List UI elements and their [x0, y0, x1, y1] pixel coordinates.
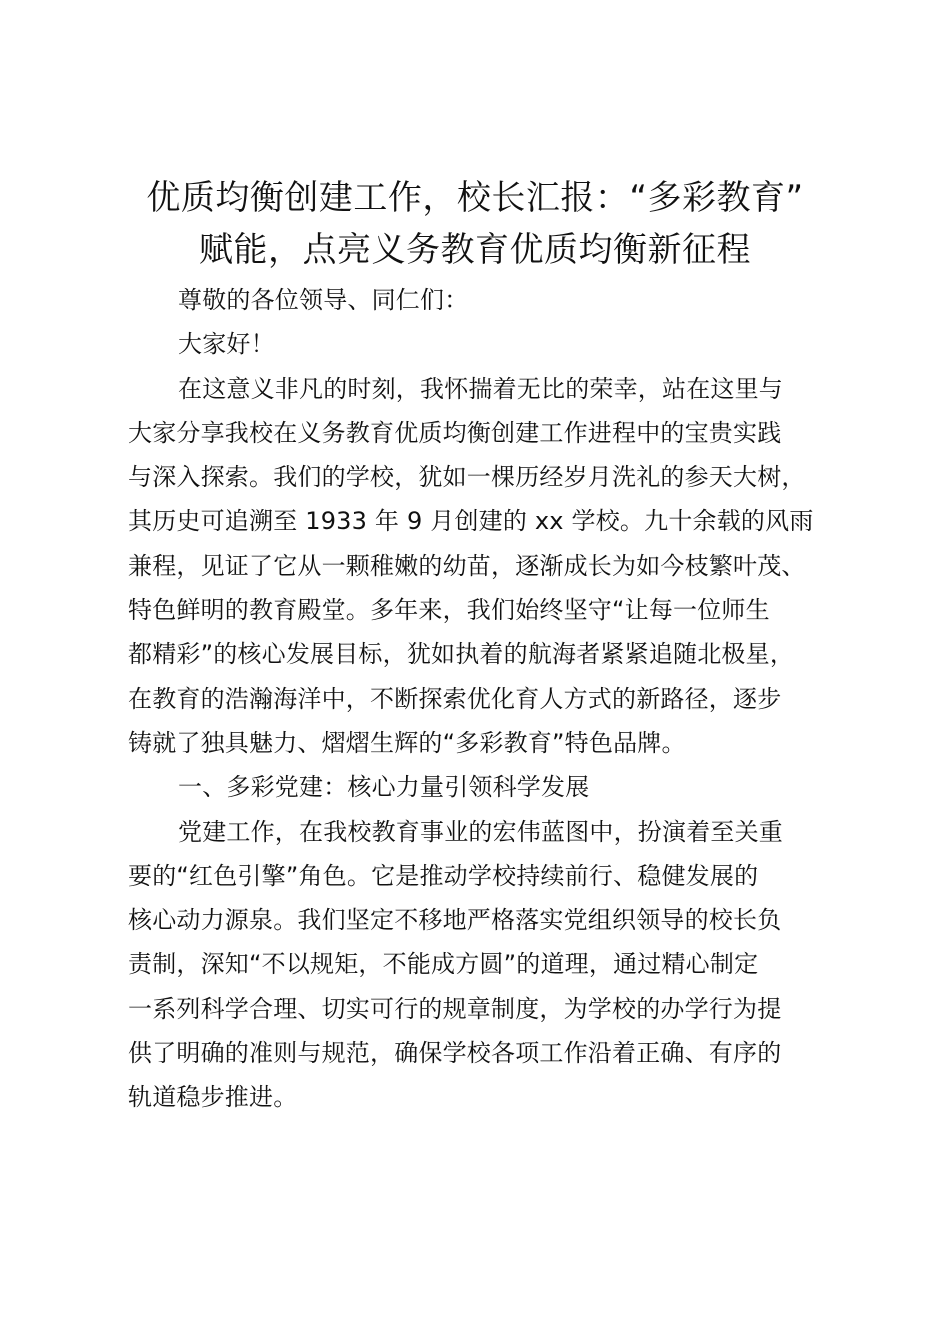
paragraph-1-line-8: 在教育的浩瀚海洋中，不断探索优化育人方式的新路径，逐步	[128, 684, 782, 713]
paragraph-2-line-4: 责制，深知“不以规矩，不能成方圆”的道理，通过精心制定	[128, 950, 759, 979]
paragraph-1-line-5: 兼程，见证了它从一颗稚嫩的幼苗，逐渐成长为如今枝繁叶茂、	[128, 551, 806, 580]
title-line-1: 优质均衡创建工作，校长汇报：“多彩教育”	[146, 178, 804, 218]
salutation: 尊敬的各位领导、同仁们：	[178, 286, 469, 314]
title-line-2: 赋能，点亮义务教育优质均衡新征程	[199, 230, 751, 270]
document-body	[128, 278, 836, 1120]
section-heading-1: 一、多彩党建：核心力量引领科学发展	[178, 773, 590, 802]
paragraph-1-line-7: 都精彩”的核心发展目标，犹如执着的航海者紧紧追随北极星，	[128, 640, 795, 669]
paragraph-2-line-6: 供了明确的准则与规范，确保学校各项工作沿着正确、有序的	[128, 1039, 782, 1068]
paragraph-2-line-7: 轨道稳步推进。	[128, 1083, 298, 1112]
paragraph-2-line-3: 核心动力源泉。我们坚定不移地严格落实党组织领导的校长负	[128, 906, 782, 935]
paragraph-1-line-3: 与深入探索。我们的学校，犹如一棵历经岁月洗礼的参天大树，	[128, 463, 806, 492]
paragraph-1-line-9: 铸就了独具魅力、熠熠生辉的“多彩教育”特色品牌。	[128, 728, 686, 757]
document-title	[110, 172, 840, 276]
paragraph-1-line-4: 其历史可追溯至 1933 年 9 月创建的 xx 学校。九十余载的风雨	[128, 507, 814, 536]
paragraph-2-line-5: 一系列科学合理、切实可行的规章制度，为学校的办学行为提	[128, 994, 782, 1023]
paragraph-1-line-6: 特色鲜明的教育殿堂。多年来，我们始终坚守“让每一位师生	[128, 596, 770, 625]
greeting: 大家好！	[178, 330, 275, 359]
paragraph-2-line-2: 要的“红色引擎”角色。它是推动学校持续前行、稳健发展的	[128, 861, 759, 890]
paragraph-2-line-1: 党建工作，在我校教育事业的宏伟蓝图中，扮演着至关重	[178, 817, 783, 846]
paragraph-1-line-2: 大家分享我校在义务教育优质均衡创建工作进程中的宝贵实践	[128, 418, 782, 447]
paragraph-1-line-1: 在这意义非凡的时刻，我怀揣着无比的荣幸，站在这里与	[178, 374, 783, 403]
